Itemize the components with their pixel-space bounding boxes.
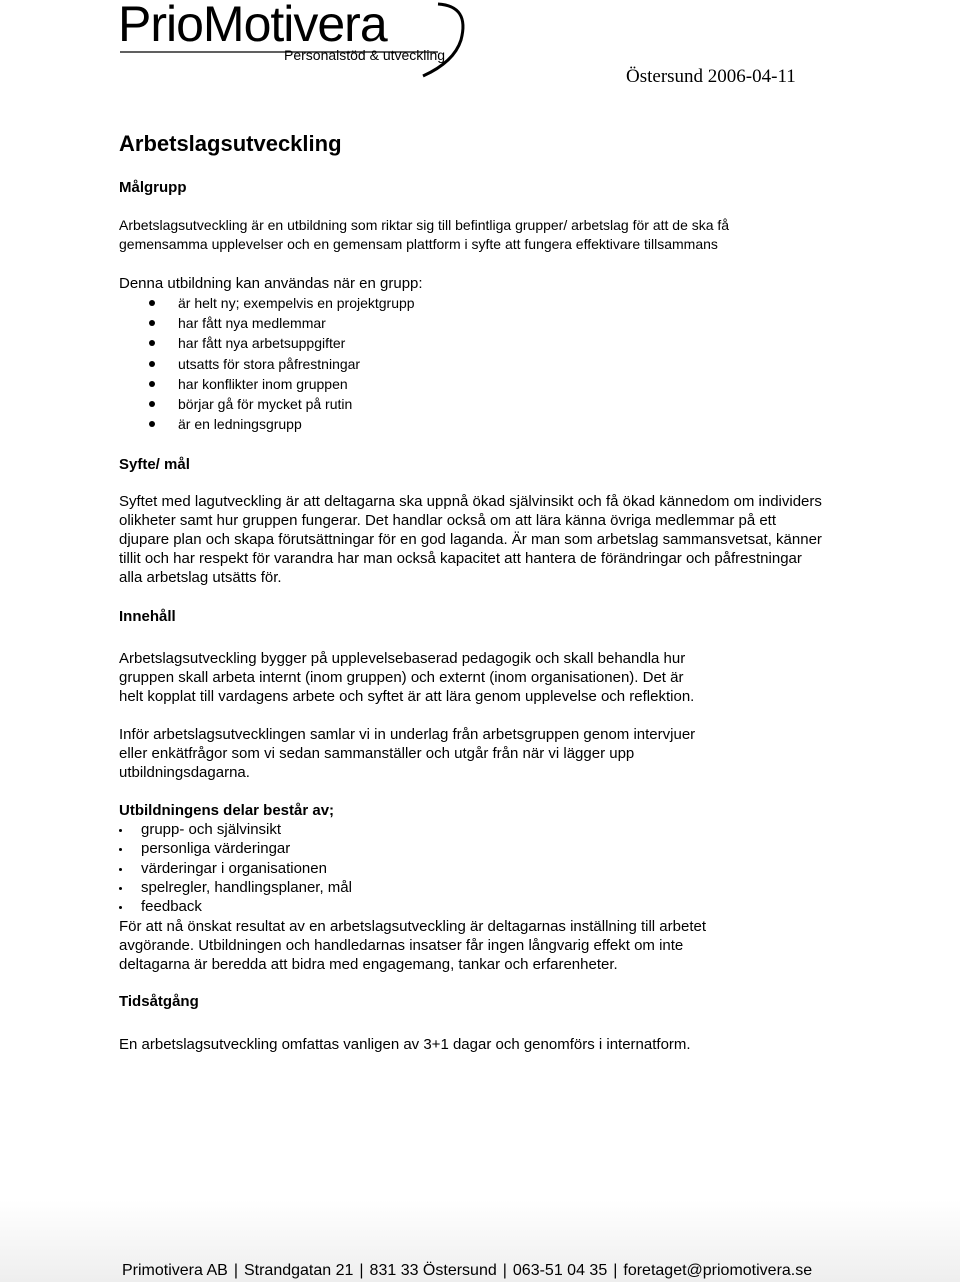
innehall-line: helt kopplat till vardagens arbete och syftet är att lära genom upplevelse och reflektion. (119, 688, 695, 705)
list-item-text: är helt ny; exempelvis en projektgrupp (178, 295, 415, 311)
list-item (119, 859, 719, 878)
list-item (119, 354, 719, 374)
malgrupp-list (119, 293, 719, 434)
list-item-text: feedback (141, 898, 202, 916)
document-date: Östersund 2006-04-11 (626, 66, 796, 87)
innehall-line: Inför arbetslagsutvecklingen samlar vi in underlag från arbetsgruppen genom intervjuer (119, 726, 696, 743)
list-item-text: har fått nya arbetsuppgifter (178, 335, 346, 352)
list-item (119, 897, 719, 916)
footer-street: Strandgatan 21 (243, 1262, 354, 1279)
bullet-icon (119, 848, 122, 851)
heading-syfte: Syfte/ mål (119, 456, 190, 473)
bullet-icon (149, 421, 155, 427)
syfte-line: tillit och har respekt för varandra har man också kapacitet att hantera de förändringar och påfrestningar (119, 550, 802, 567)
list-item-text: börjar gå för mycket på rutin (178, 396, 353, 413)
list-item-text: spelregler, handlingsplaner, mål (141, 878, 352, 896)
bullet-icon (149, 300, 155, 306)
list-item (119, 878, 719, 897)
heading-innehall: Innehåll (119, 608, 176, 625)
delar-after-line: avgörande. Utbildningen och handledarnas insatser får ingen långvarig effekt om inte (119, 937, 684, 954)
bullet-icon (119, 906, 122, 909)
heading-tid: Tidsåtgång (119, 993, 199, 1010)
list-item-text: värderingar i organisationen (141, 859, 327, 877)
logo-subtitle: Personalstöd & utveckling (284, 47, 446, 63)
bullet-icon (119, 887, 122, 890)
bullet-icon (149, 340, 155, 346)
list-item (119, 820, 719, 839)
list-item-text: personliga värderingar (141, 840, 291, 858)
list-item (119, 839, 719, 858)
innehall-line: eller enkätfrågor som vi sedan sammanställer och utgår från när vi lägger upp (119, 745, 635, 762)
footer-separator: | (502, 1262, 507, 1279)
footer-separator: | (359, 1262, 364, 1279)
list-item (119, 374, 719, 394)
footer-city: 831 33 Östersund (369, 1262, 497, 1279)
list-item (119, 394, 719, 414)
document-title: Arbetslagsutveckling (119, 131, 342, 156)
footer-email[interactable]: foretaget@priomotivera.se (623, 1262, 813, 1279)
innehall-line: Arbetslagsutveckling bygger på upplevelsebaserad pedagogik och skall behandla hur (119, 650, 686, 667)
bullet-icon (149, 361, 155, 367)
list-item (119, 414, 719, 434)
list-item-text: utsatts för stora påfrestningar (178, 355, 361, 372)
footer-phone: 063-51 04 35 (512, 1262, 608, 1279)
bullet-icon (149, 401, 155, 407)
list-item-text: är en ledningsgrupp (178, 416, 302, 433)
malgrupp-para-line-1: Arbetslagsutveckling är en utbildning som riktar sig till befintliga grupper/ arbetslag för att de ska få (119, 217, 730, 233)
list-item-text: har konflikter inom gruppen (178, 375, 348, 392)
list-item (119, 313, 719, 333)
bullet-icon (119, 868, 122, 871)
delar-after-line: deltagarna är beredda att bidra med engagemang, tankar och erfarenheter. (119, 956, 618, 973)
delar-list (119, 820, 719, 916)
bullet-icon (149, 320, 155, 326)
footer-separator: | (613, 1262, 618, 1279)
syfte-line: djupare plan och skapa förutsättningar för en god laganda. Är man som arbetslag sammansvetsat, känner (119, 531, 822, 548)
bullet-icon (119, 829, 122, 832)
heading-malgrupp: Målgrupp (119, 179, 187, 196)
list-item (119, 293, 719, 313)
malgrupp-para-line-2: gemensamma upplevelser och en gemensam plattform i syfte att fungera effektivare tillsammans (119, 236, 718, 252)
innehall-line: gruppen skall arbeta internt (inom gruppen) och externt (inom organisationen). Det är (119, 669, 684, 686)
malgrupp-intro: Denna utbildning kan användas när en grupp: (119, 275, 423, 292)
delar-after-line: För att nå önskat resultat av en arbetslagsutveckling är deltagarnas inställning till arbetet (119, 918, 706, 935)
footer-company: Primotivera AB (122, 1262, 228, 1279)
list-item-text: grupp- och självinsikt (141, 821, 282, 838)
innehall-line: utbildningsdagarna. (119, 764, 250, 781)
logo-title: PrioMotivera (118, 0, 387, 52)
company-logo (118, 0, 468, 80)
tid-text: En arbetslagsutveckling omfattas vanligen av 3+1 dagar och genomförs i internatform. (119, 1036, 691, 1053)
footer-separator: | (233, 1262, 238, 1279)
syfte-line: olikheter samt hur gruppen fungerar. Det handlar också om att lära känna övriga medlemmar på ett (119, 512, 777, 529)
syfte-line: Syftet med lagutveckling är att deltagarna ska uppnå ökad självinsikt och få ökad kännedom om individers (119, 493, 822, 510)
heading-delar: Utbildningens delar består av; (119, 802, 335, 819)
footer-address (122, 1262, 812, 1280)
list-item-text: har fått nya medlemmar (178, 315, 326, 332)
list-item (119, 333, 719, 353)
syfte-line: alla arbetslag utsätts för. (119, 569, 282, 586)
bullet-icon (149, 381, 155, 387)
